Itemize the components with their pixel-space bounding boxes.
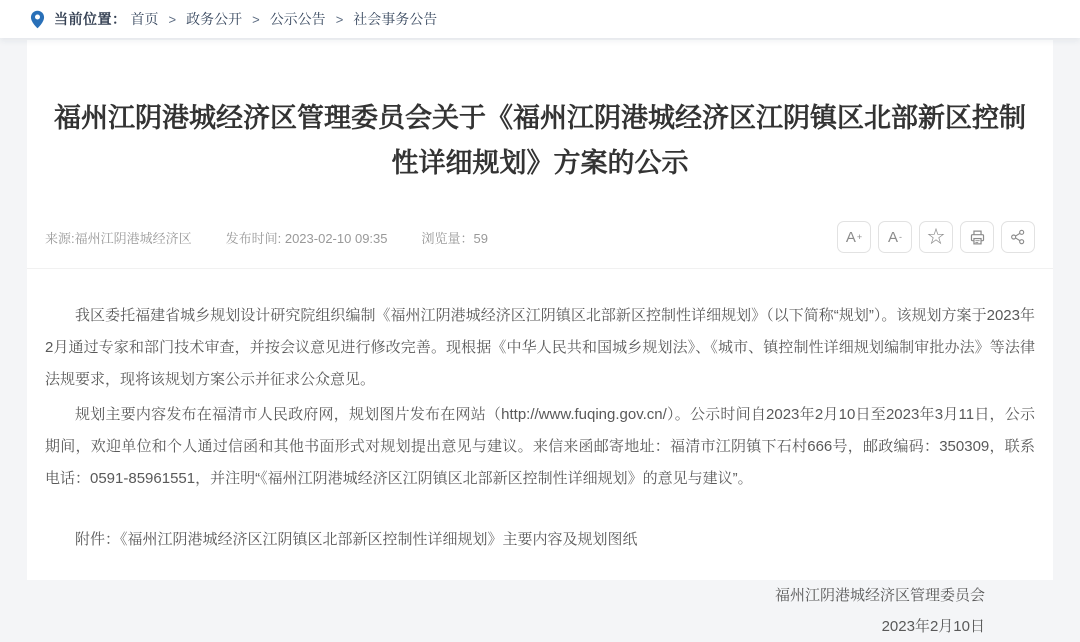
font-decrease-label: A (887, 228, 898, 246)
star-icon: ☆ (927, 227, 945, 247)
article-body (27, 269, 1053, 642)
meta-source: 来源:福州江阴港城经济区 (45, 230, 192, 246)
breadcrumb-separator: > (252, 11, 260, 27)
breadcrumb-item-social-affairs[interactable]: 社会事务公告 (353, 11, 438, 27)
share-button[interactable] (1001, 221, 1035, 253)
share-icon (1010, 229, 1026, 245)
breadcrumb-label: 当前位置： (54, 11, 127, 27)
article-card (27, 40, 1053, 635)
article-toolbar (837, 221, 1035, 253)
signature-org: 福州江阴港城经济区管理委员会 (774, 587, 985, 604)
font-increase-label: A (845, 228, 856, 246)
attachment-line: 附件：《福州江阴港城经济区江阴镇区北部新区控制性详细规划》主要内容及规划图纸 (75, 531, 638, 548)
printer-icon (969, 229, 986, 246)
breadcrumb (0, 0, 1080, 38)
meta-publish-time: 发布时间: 2023-02-10 09:35 (225, 230, 388, 246)
page-title: 福州江阴港城经济区管理委员会关于《福州江阴港城经济区江阴镇区北部新区控制性详细规划》方案的公示 (54, 103, 1026, 178)
print-button[interactable] (960, 221, 994, 253)
signature-date: 2023年2月10日 (881, 618, 985, 635)
signature-block (45, 580, 1035, 642)
font-increase-sign: + (856, 231, 863, 242)
favorite-button[interactable] (919, 221, 953, 253)
location-pin-icon (30, 10, 45, 29)
breadcrumb-item-public-notices[interactable]: 公示公告 (269, 11, 326, 27)
font-increase-button[interactable] (837, 221, 871, 253)
breadcrumb-item-home[interactable]: 首页 (130, 11, 159, 27)
article-meta (45, 228, 488, 247)
breadcrumb-separator: > (335, 11, 344, 27)
paragraph: 规划主要内容发布在福清市人民政府网，规划图片发布在网站（http://www.fuqing.gov.cn/）。公示时间自2023年2月10日至2023年3月11日，公示期间，欢迎单位和个人通过信函和其他书面形式对规划提出意见与建议。来信来函邮寄地址：福清市江阴镇下石村666号，邮政编码：350309，联系电话：0591-85961551，并注明“《福州江阴港城经济区江阴镇区北部新区控制性详细规划》的意见与建议”。 (45, 406, 1035, 487)
paragraph: 我区委托福建省城乡规划设计研究院组织编制《福州江阴港城经济区江阴镇区北部新区控制性详细规划》（以下简称“规划”）。该规划方案于2023年2月通过专家和部门技术审查，并按会议意见进行修改完善。现根据《中华人民共和国城乡规划法》、《城市、镇控制性详细规划编制审批办法》等法律法规要求，现将该规划方案公示并征求公众意见。 (45, 307, 1035, 388)
breadcrumb-item-gov-disclosure[interactable]: 政务公开 (186, 11, 243, 27)
font-decrease-sign: - (899, 231, 902, 242)
breadcrumb-separator: > (168, 11, 177, 27)
font-decrease-button[interactable] (878, 221, 912, 253)
meta-view-count: 浏览量：59 (421, 230, 488, 246)
article-meta-row (27, 220, 1053, 254)
